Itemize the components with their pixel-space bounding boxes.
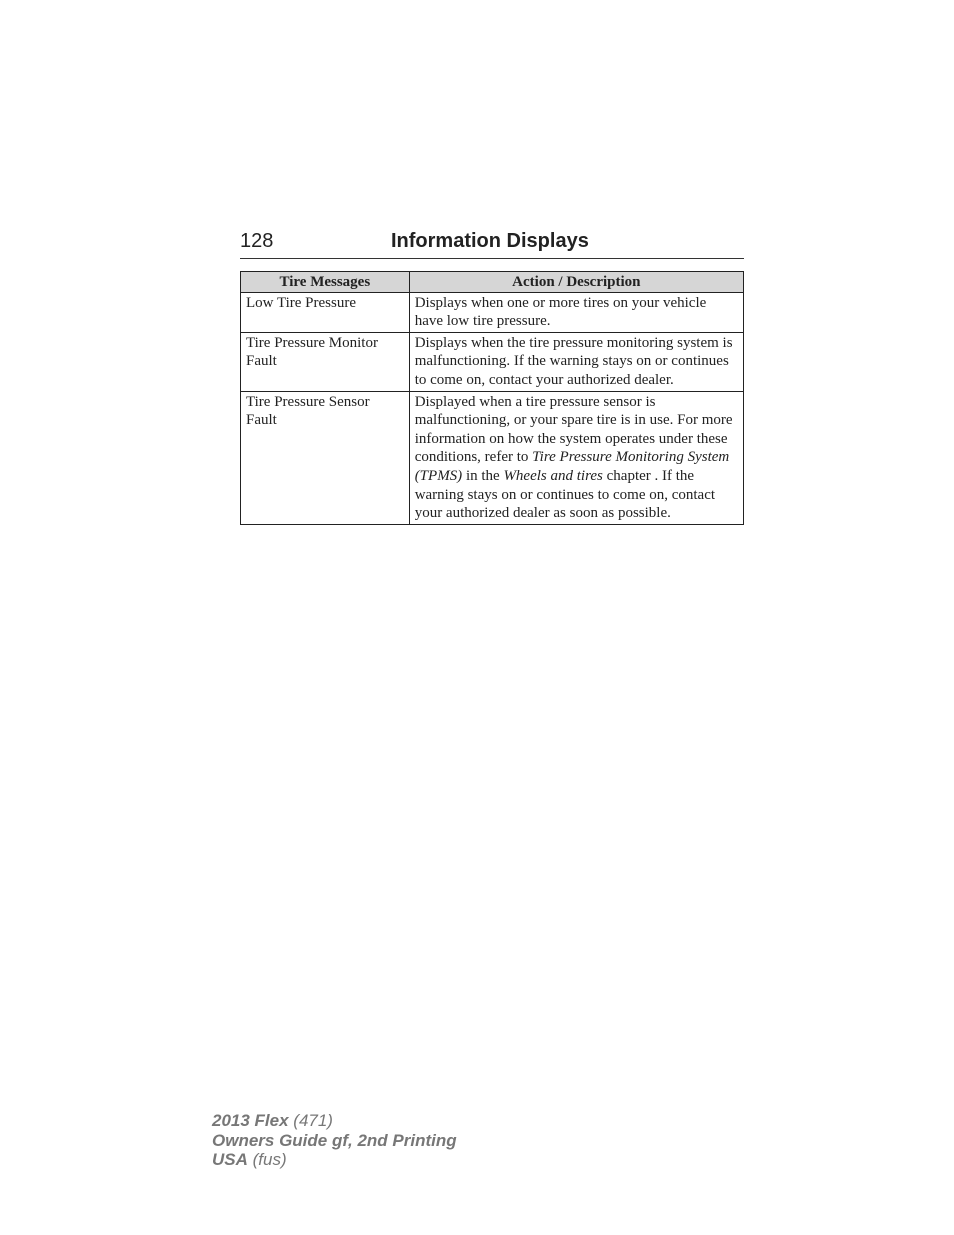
column-header-action-description: Action / Description <box>409 272 743 293</box>
description-text: in the <box>462 467 504 484</box>
footer-market: USA <box>212 1150 248 1169</box>
footer-line-market <box>212 1150 457 1170</box>
table-row <box>241 332 744 391</box>
footer-model-code: (471) <box>288 1111 333 1130</box>
message-cell: Low Tire Pressure <box>241 292 410 332</box>
page-header <box>240 228 744 259</box>
description-text: chapter . If the warning stays on or continues to come on, contact your authorized dealer as soon as possible. <box>414 467 716 522</box>
page-footer <box>212 1111 457 1170</box>
column-header-tire-messages: Tire Messages <box>241 272 410 293</box>
footer-guide: Owners Guide gf, 2nd Printing <box>212 1130 457 1150</box>
footer-model: 2013 Flex <box>212 1111 289 1130</box>
footer-line-model <box>212 1111 457 1131</box>
footer-market-code: (fus) <box>247 1150 287 1169</box>
message-cell: Tire Pressure Monitor Fault <box>241 332 410 391</box>
section-title: Information Displays <box>391 230 589 252</box>
description-text: Displayed when a tire pressure sensor is malfunctioning, or your spare tire is in use. For more information on how the system operates under these conditions, refer to <box>414 393 733 466</box>
tire-messages-table <box>240 271 744 525</box>
chapter-reference: Wheels and tires <box>503 467 603 484</box>
message-cell: Tire Pressure Sensor Fault <box>241 391 410 524</box>
description-cell: Displays when one or more tires on your vehicle have low tire pressure. <box>409 292 743 332</box>
table-row <box>241 292 744 332</box>
description-cell <box>409 391 743 524</box>
table-row <box>241 391 744 524</box>
table-header-row <box>241 272 744 293</box>
page-number: 128 <box>240 230 274 252</box>
description-cell: Displays when the tire pressure monitoring system is malfunctioning. If the warning stays on or continues to come on, contact your authorized dealer. <box>409 332 743 391</box>
tpms-reference: Tire Pressure Monitoring System (TPMS) <box>414 449 730 484</box>
